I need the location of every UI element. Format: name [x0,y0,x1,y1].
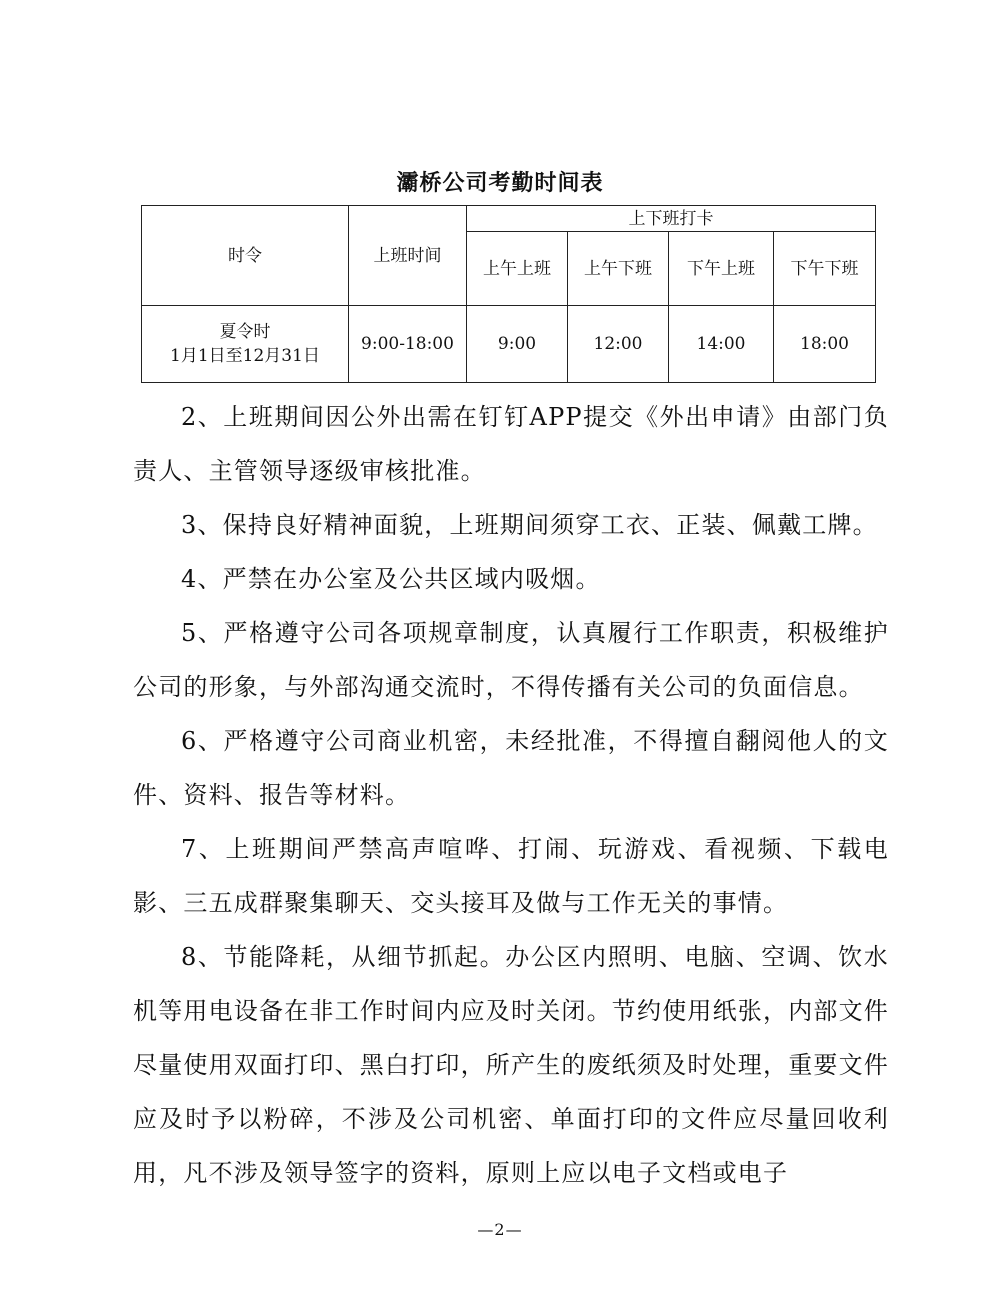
season-name: 夏令时 [219,322,271,342]
paragraph-5: 5、严格遵守公司各项规章制度，认真履行工作职责，积极维护公司的形象，与外部沟通交流时，不得传播有关公司的负面信息。 [133,619,889,701]
season-range: 1月1日至12月31日 [170,346,320,366]
header-am-out: 上午下班 [568,232,669,306]
paragraph-6: 6、严格遵守公司商业机密，未经批准，不得擅自翻阅他人的文件、资料、报告等材料。 [133,727,889,809]
header-pm-out: 下午下班 [774,232,876,306]
cell-am-out: 12:00 [568,306,669,383]
header-shiling: 时令 [142,206,349,306]
header-am-in: 上午上班 [467,232,568,306]
cell-pm-out: 18:00 [774,306,876,383]
body-text [133,390,889,1200]
page-number: —2— [477,1220,523,1239]
paragraph-2: 2、上班期间因公外出需在钉钉APP提交《外出申请》由部门负责人、主管领导逐级审核批准。 [133,403,889,485]
paragraph-7: 7、上班期间严禁高声喧哗、打闹、玩游戏、看视频、下载电影、三五成群聚集聊天、交头接耳及做与工作无关的事情。 [133,835,889,917]
attendance-table [141,205,876,383]
table-title: 灞桥公司考勤时间表 [396,170,604,196]
header-clock-group: 上下班打卡 [467,206,876,232]
cell-pm-in: 14:00 [669,306,774,383]
cell-season [142,306,349,383]
header-work-hours: 上班时间 [349,206,467,306]
paragraph-3: 3、保持良好精神面貌，上班期间须穿工衣、正装、佩戴工牌。 [181,511,878,539]
paragraph-8: 8、节能降耗，从细节抓起。办公区内照明、电脑、空调、饮水机等用电设备在非工作时间内应及时关闭。节约使用纸张，内部文件尽量使用双面打印、黑白打印，所产生的废纸须及时处理，重要文件应及时予以粉碎，不涉及公司机密、单面打印的文件应尽量回收利用，凡不涉及领导签字的资料，原则上应以电子文档或电子 [133,943,889,1187]
cell-am-in: 9:00 [467,306,568,383]
cell-hours: 9:00-18:00 [349,306,467,383]
header-pm-in: 下午上班 [669,232,774,306]
paragraph-4: 4、严禁在办公室及公共区域内吸烟。 [181,565,601,593]
